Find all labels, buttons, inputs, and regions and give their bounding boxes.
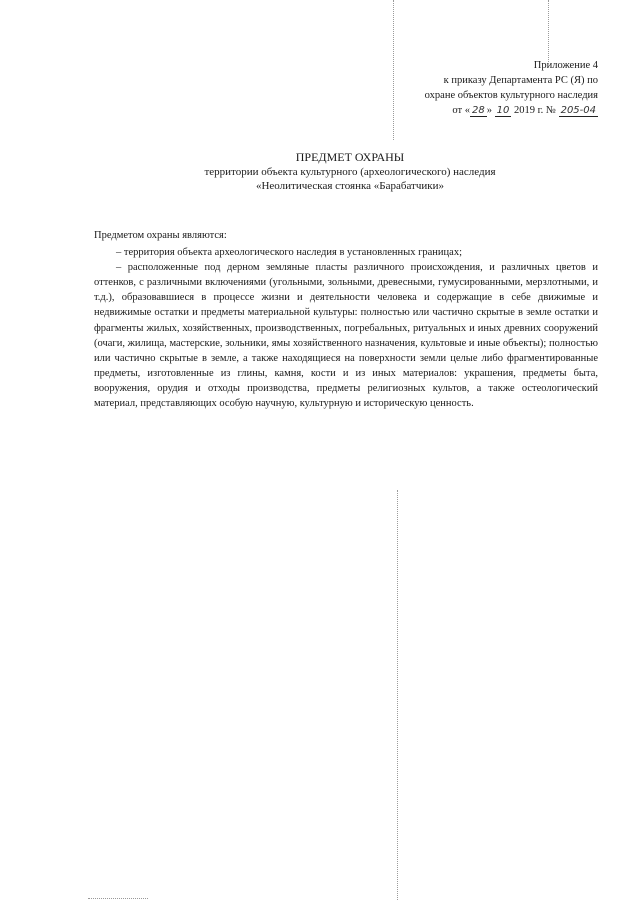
scan-fold-line [548, 0, 549, 62]
title-subject: территории объекта культурного (археологического) наследия [204, 165, 496, 178]
document-title [90, 150, 610, 194]
order-date-line [388, 103, 598, 118]
handwritten-doc-number: 205-04 [560, 105, 596, 116]
date-prefix: от « [452, 105, 470, 116]
scan-fold-line [397, 490, 398, 900]
handwritten-day: 28 [471, 105, 485, 116]
order-department: охране объектов культурного наследия [424, 90, 598, 101]
document-body [94, 228, 598, 411]
date-year: 2019 г. № [513, 105, 556, 116]
protection-item-territory: – территория объекта археологического наследия в установленных границах; [116, 247, 462, 259]
date-separator: » [486, 105, 492, 116]
scan-artifact [88, 898, 148, 899]
protection-item-layers: – расположенные под дерном земляные пласты различного происхождения, и различных цветов и оттенков, с различными включениями (угольными, зольными, древесными, гумусированными, мерзлотными, и т.д.), образовавшиеся в процессе жизни и деятельности человека и содержащие в себе движимые и недвижимые остатки и предметы материальной культуры: полностью или частично скрытые в земле остатки и фрагменты жилых, хозяйственных, производственных, погребальных, ритуальных и иных древних сооружений (очаги, жилища, мастерские, зольники, ямы хозяйственного назначения, культовые и иные объекты); полностью или частично скрытые в земле, а также находящиеся на поверхности земли целые либо фрагментированные предметы, изготовленные из глины, камня, кости и из иных материалов: украшения, предметы быта, вооружения, орудия и отходы производства, предметы религиозных культов, а также остеологический материал, представляющих особую научную, культурную и историческую ценность. [94, 262, 598, 410]
handwritten-month: 10 [496, 105, 510, 116]
order-reference: к приказу Департамента РС (Я) по [443, 75, 598, 86]
title-site-name: «Неолитическая стоянка «Барабатчики» [255, 180, 444, 192]
title-heading: ПРЕДМЕТ ОХРАНЫ [295, 150, 405, 164]
appendix-header [388, 58, 598, 118]
body-intro: Предметом охраны являются: [94, 230, 227, 241]
appendix-number: Приложение 4 [533, 60, 598, 71]
